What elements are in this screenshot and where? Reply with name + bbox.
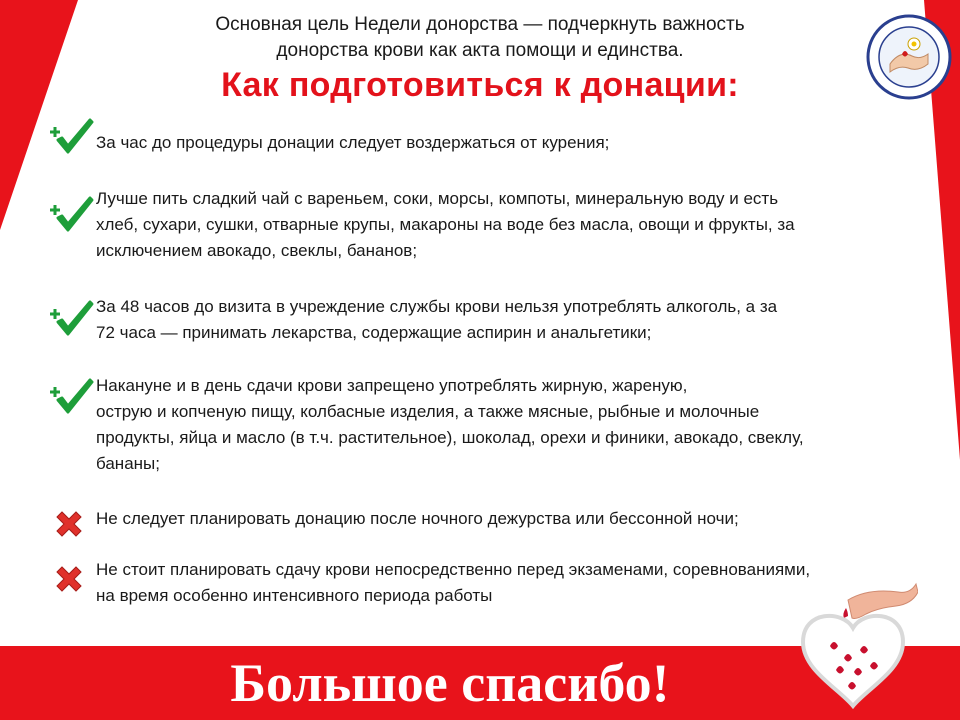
check-plus-icon bbox=[50, 302, 92, 334]
item-line: За 48 часов до визита в учреждение службы крови нельзя употреблять алкоголь, а за bbox=[96, 297, 778, 316]
allowed-item bbox=[96, 130, 609, 156]
item-line: бананы; bbox=[96, 454, 160, 473]
cross-icon bbox=[57, 512, 81, 536]
check-plus-icon bbox=[50, 380, 92, 412]
item-line: Лучше пить сладкий чай с вареньем, соки, морсы, компоты, минеральную воду и есть bbox=[96, 189, 779, 208]
item-line: Не стоит планировать сдачу крови непосредственно перед экзаменами, соревнованиями, bbox=[96, 560, 811, 579]
forbidden-item bbox=[96, 506, 739, 532]
item-line: острую и копченую пищу, колбасные изделия, а также мясные, рыбные и молочные bbox=[96, 402, 760, 421]
item-line: Не следует планировать донацию после ночного дежурства или бессонной ночи; bbox=[96, 509, 739, 528]
forbidden-item bbox=[96, 557, 810, 609]
heart-blood-drop-icon bbox=[788, 580, 918, 720]
intro-line: Основная цель Недели донорства — подчеркнуть важность bbox=[215, 14, 745, 35]
intro-text bbox=[120, 12, 840, 64]
red-corner-left bbox=[0, 0, 78, 230]
thanks-text: Большое спасибо! bbox=[230, 653, 670, 713]
item-line: продукты, яйца и масло (в т.ч. растительное), шоколад, орехи и финики, авокадо, свеклу, bbox=[96, 428, 804, 447]
institution-seal-icon bbox=[866, 14, 952, 100]
cross-icon bbox=[57, 567, 81, 591]
intro-line: донорства крови как акта помощи и единства. bbox=[276, 40, 684, 61]
item-line: За час до процедуры донации следует воздержаться от курения; bbox=[96, 133, 610, 152]
item-line: хлеб, сухари, сушки, отварные крупы, макароны на воде без масла, овощи и фрукты, за bbox=[96, 215, 795, 234]
item-line: Накануне и в день сдачи крови запрещено употреблять жирную, жареную, bbox=[96, 376, 688, 395]
page-title: Как подготовиться к донации: bbox=[221, 66, 739, 104]
item-line: на время особенно интенсивного периода работы bbox=[96, 586, 493, 605]
allowed-item bbox=[96, 373, 804, 477]
allowed-item bbox=[96, 186, 795, 264]
item-line: исключением авокадо, свеклы, бананов; bbox=[96, 241, 418, 260]
allowed-item bbox=[96, 294, 777, 346]
item-line: 72 часа — принимать лекарства, содержащие аспирин и анальгетики; bbox=[96, 323, 652, 342]
